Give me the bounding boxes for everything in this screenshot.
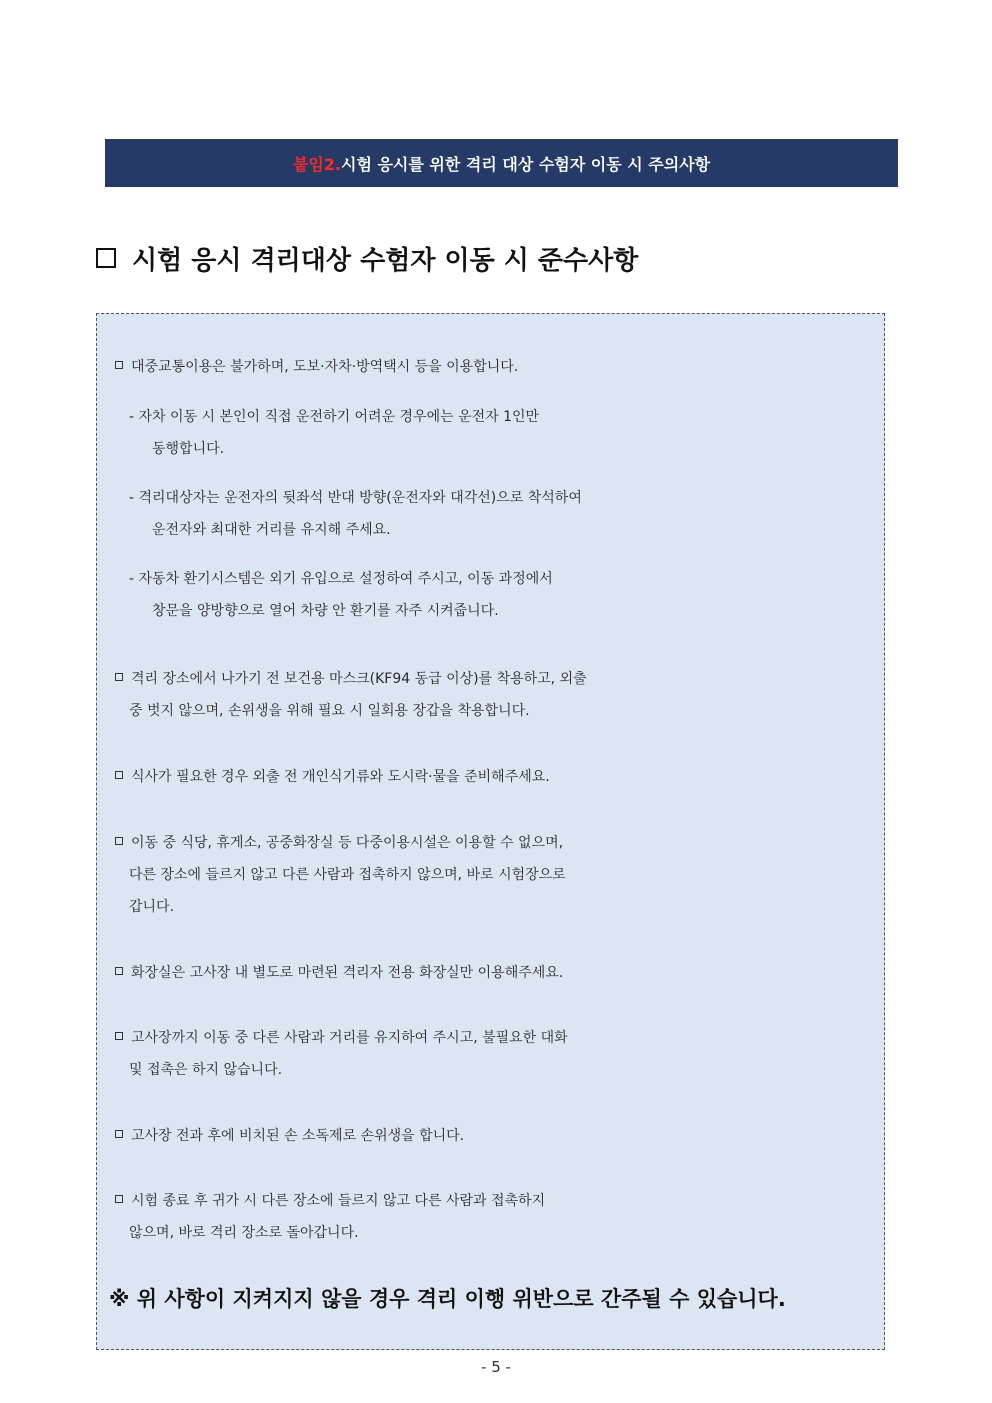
warning-note: ※ 위 사항이 지켜지지 않을 경우 격리 이행 위반으로 간주될 수 있습니다. xyxy=(109,1287,786,1311)
page-number: - 5 - xyxy=(481,1358,511,1376)
list-item: 이동 중 식당, 휴게소, 공중화장실 등 다중이용시설은 이용할 수 없으며, xyxy=(115,828,904,858)
square-bullet-icon xyxy=(115,837,123,845)
attachment-title-banner xyxy=(105,139,898,187)
list-item-continuation: 갑니다. xyxy=(129,899,175,915)
square-bullet-icon xyxy=(115,361,123,369)
square-bullet-icon xyxy=(115,1130,123,1138)
sub-item: - 자차 이동 시 본인이 직접 운전하기 어려운 경우에는 운전자 1인만 xyxy=(129,409,540,425)
attachment-title: 시험 응시를 위한 격리 대상 수험자 이동 시 주의사항 xyxy=(340,154,711,174)
sub-item-continuation: 동행합니다. xyxy=(152,441,225,457)
list-item-continuation: 중 벗지 않으며, 손위생을 위해 필요 시 일회용 장갑을 착용합니다. xyxy=(129,703,530,719)
list-item: 고사장 전과 후에 비치된 손 소독제로 손위생을 합니다. xyxy=(115,1121,904,1151)
checkbox-square-icon xyxy=(96,248,116,268)
list-item: 격리 장소에서 나가기 전 보건용 마스크(KF94 동급 이상)를 착용하고, 외출 xyxy=(115,664,904,694)
attachment-tag: 붙임2. xyxy=(292,154,341,174)
square-bullet-icon xyxy=(115,1032,123,1040)
list-item-continuation: 및 접촉은 하지 않습니다. xyxy=(129,1062,283,1078)
square-bullet-icon xyxy=(115,673,123,681)
list-item: 대중교통이용은 불가하며, 도보·자차·방역택시 등을 이용합니다. xyxy=(115,352,904,382)
square-bullet-icon xyxy=(115,967,123,975)
sub-item: - 격리대상자는 운전자의 뒷좌석 반대 방향(운전자와 대각선)으로 착석하여 xyxy=(129,490,582,506)
list-item: 시험 종료 후 귀가 시 다른 장소에 들르지 않고 다른 사람과 접촉하지 xyxy=(115,1186,904,1216)
list-item: 화장실은 고사장 내 별도로 마련된 격리자 전용 화장실만 이용해주세요. xyxy=(115,958,904,988)
guidelines-panel xyxy=(96,313,885,1350)
list-item-continuation: 다른 장소에 들르지 않고 다른 사람과 접촉하지 않으며, 바로 시험장으로 xyxy=(129,867,566,883)
square-bullet-icon xyxy=(115,771,123,779)
section-heading xyxy=(96,238,638,278)
section-heading-text: 시험 응시 격리대상 수험자 이동 시 준수사항 xyxy=(132,245,639,276)
sub-item-continuation: 창문을 양방향으로 열어 차량 안 환기를 자주 시켜줍니다. xyxy=(152,603,499,619)
list-item: 고사장까지 이동 중 다른 사람과 거리를 유지하여 주시고, 불필요한 대화 xyxy=(115,1023,904,1053)
square-bullet-icon xyxy=(115,1195,123,1203)
sub-item: - 자동차 환기시스템은 외기 유입으로 설정하여 주시고, 이동 과정에서 xyxy=(129,571,553,587)
list-item: 식사가 필요한 경우 외출 전 개인식기류와 도시락·물을 준비해주세요. xyxy=(115,762,904,792)
list-item-continuation: 않으며, 바로 격리 장소로 돌아갑니다. xyxy=(129,1225,359,1241)
sub-item-continuation: 운전자와 최대한 거리를 유지해 주세요. xyxy=(152,522,391,538)
